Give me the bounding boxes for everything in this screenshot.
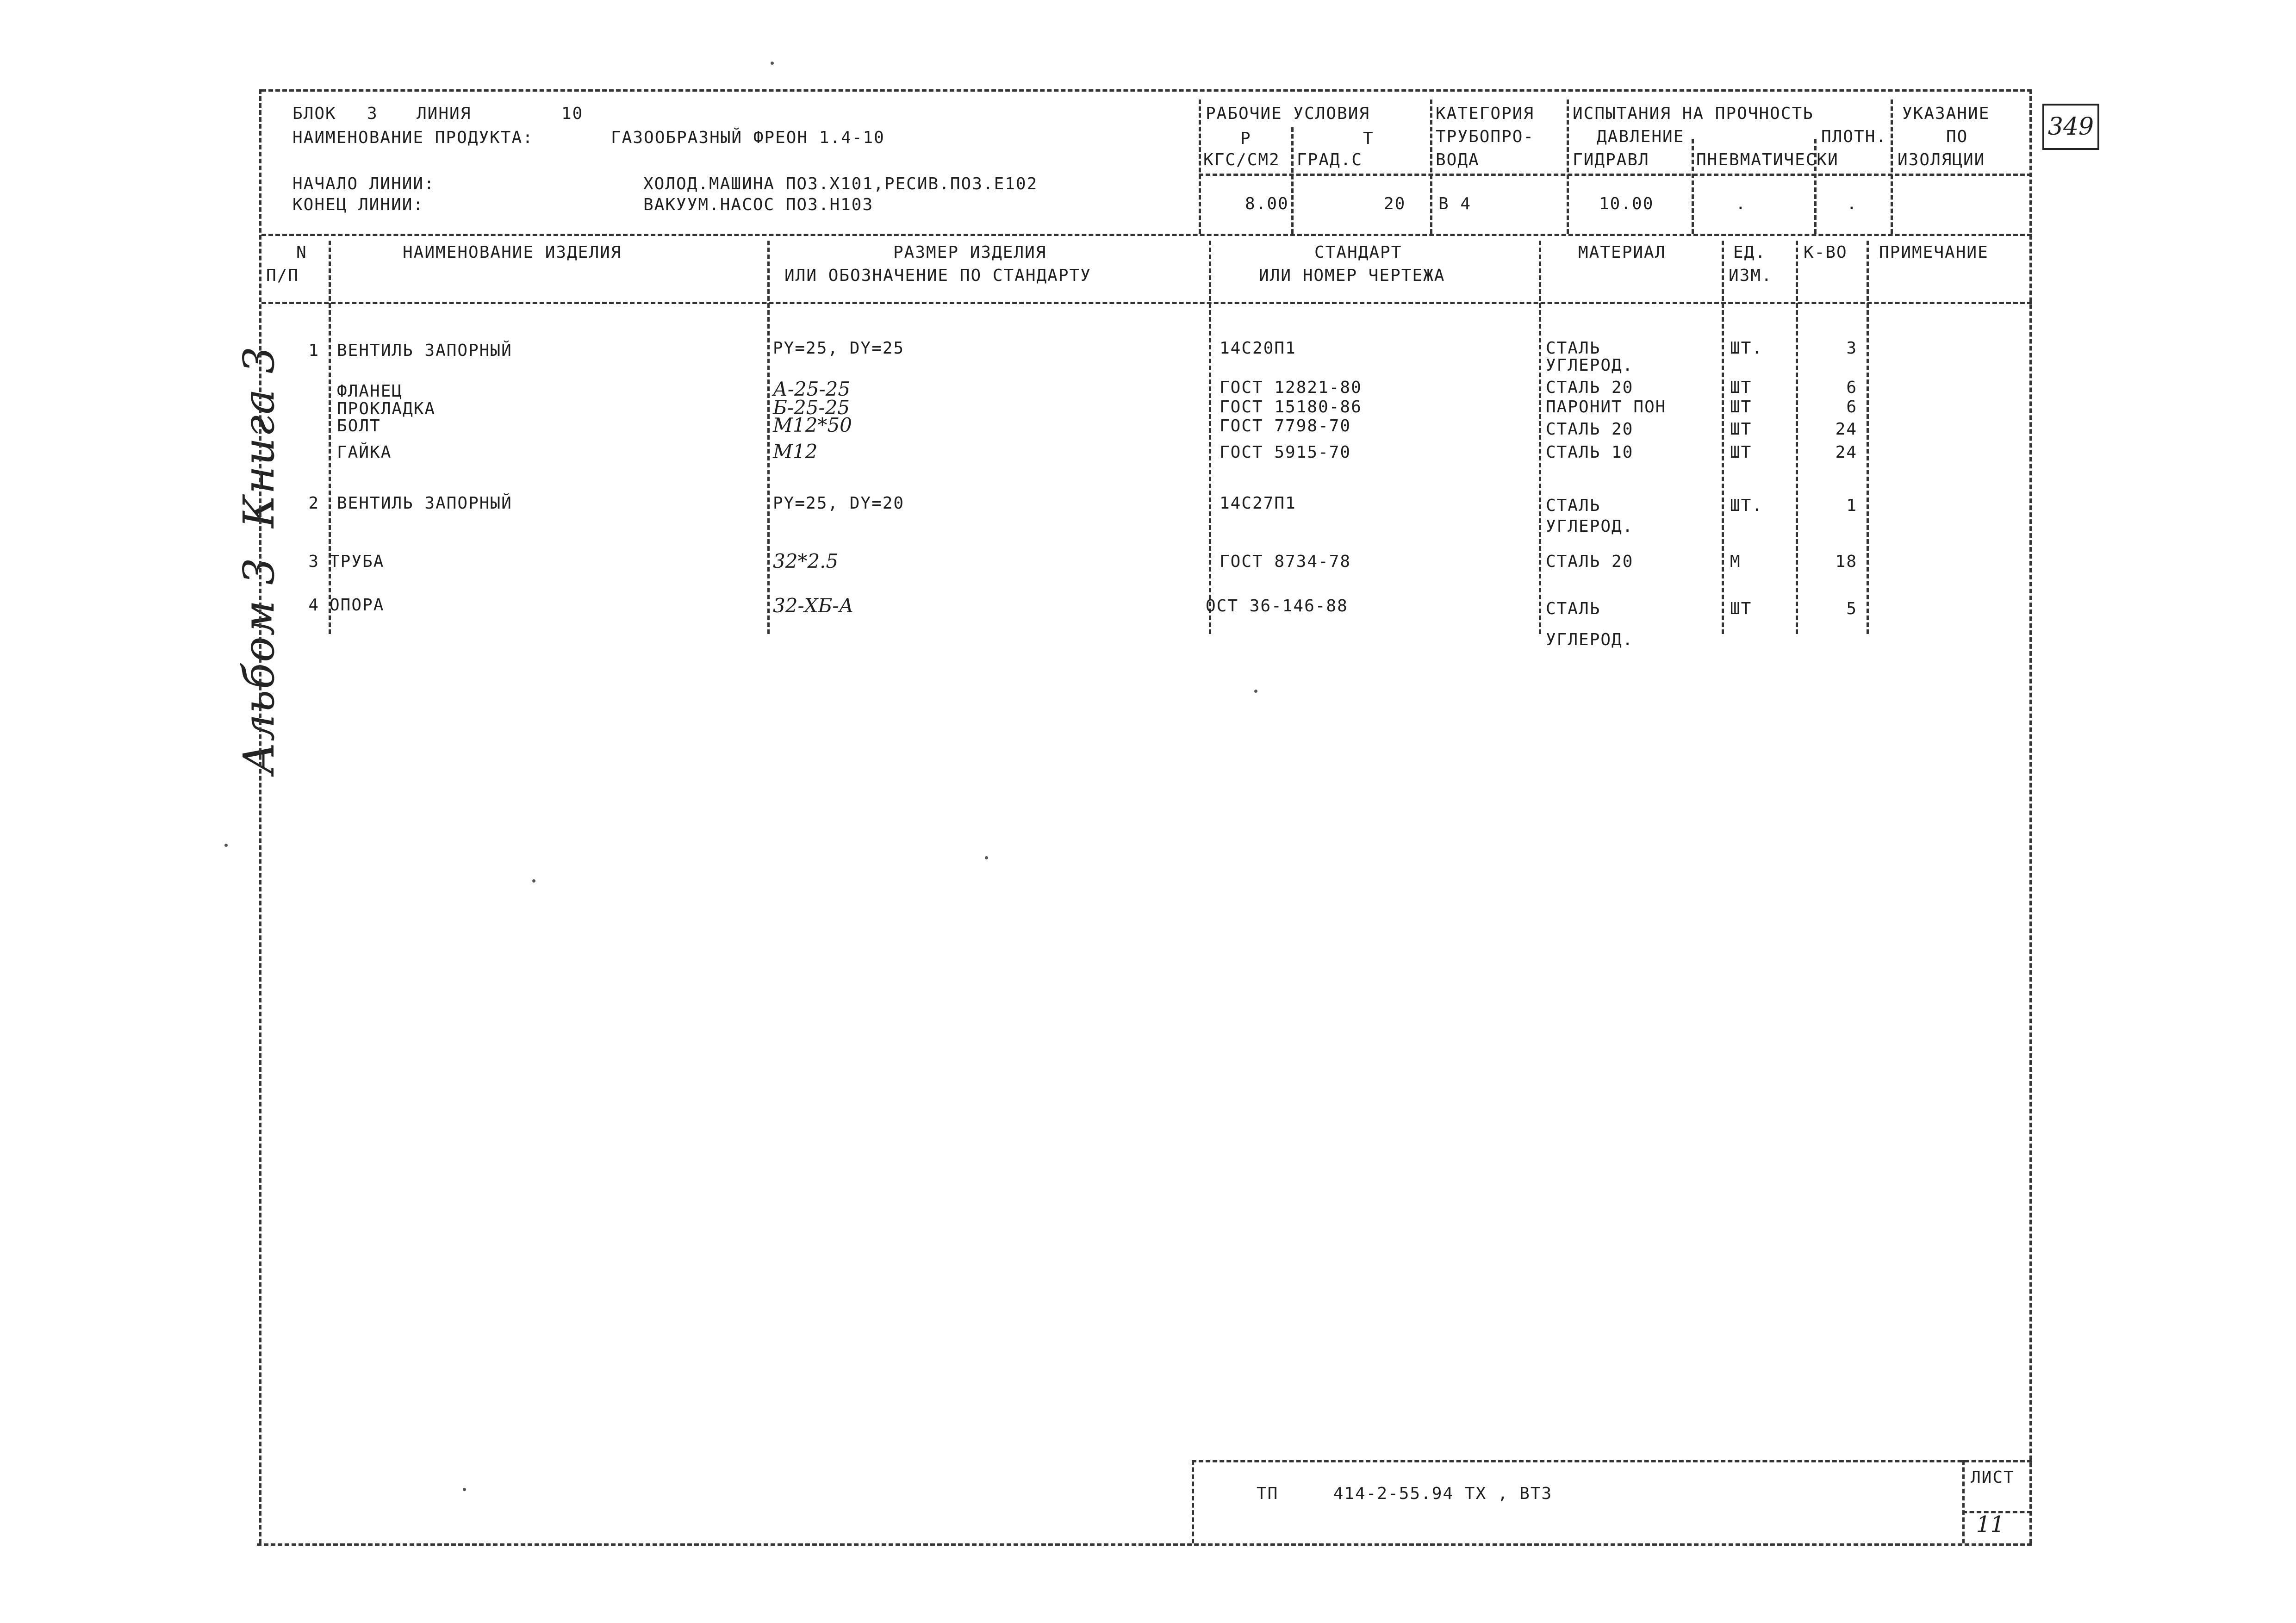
p-value: 8.00 bbox=[1245, 194, 1289, 213]
col-num-1: N bbox=[296, 243, 307, 262]
row-qty: 24 bbox=[1835, 443, 1857, 462]
col-qty: К-ВО bbox=[1804, 243, 1848, 262]
header-sep-hydraulic bbox=[1692, 139, 1694, 234]
col-num-2: П/П bbox=[266, 266, 299, 285]
scan-speck bbox=[532, 879, 535, 883]
col-size-2: ИЛИ ОБОЗНАЧЕНИЕ ПО СТАНДАРТУ bbox=[784, 266, 1091, 285]
category-title-3: ВОДА bbox=[1436, 150, 1480, 169]
start-label: НАЧАЛО ЛИНИИ: bbox=[292, 174, 435, 193]
start-value: ХОЛОД.МАШИНА ПОЗ.Х101,РЕСИВ.ПОЗ.Е102 bbox=[643, 174, 1038, 193]
col-std-1: СТАНДАРТ bbox=[1314, 243, 1402, 262]
row-unit: ШТ bbox=[1730, 378, 1752, 397]
row-qty: 1 bbox=[1846, 496, 1857, 515]
working-conditions-title: РАБОЧИЕ УСЛОВИЯ bbox=[1206, 104, 1370, 123]
col-note: ПРИМЕЧАНИЕ bbox=[1879, 243, 1989, 262]
col-std-2: ИЛИ НОМЕР ЧЕРТЕЖА bbox=[1259, 266, 1445, 285]
col-unit-2: ИЗМ. bbox=[1729, 266, 1773, 285]
pneumatic-value: . bbox=[1736, 194, 1747, 213]
row-size: PY=25, DY=20 bbox=[773, 494, 905, 513]
row-material: ПАРОНИТ ПОН bbox=[1546, 398, 1667, 417]
col-name: НАИМЕНОВАНИЕ ИЗДЕЛИЯ bbox=[403, 243, 622, 262]
hydraulic-label: ГИДРАВЛ bbox=[1573, 150, 1649, 169]
row-num: 3 bbox=[308, 552, 319, 571]
header-sep-insulation bbox=[1891, 99, 1893, 234]
row-material: СТАЛЬ 20 bbox=[1546, 420, 1634, 439]
row-num: 4 bbox=[308, 596, 319, 615]
row-size: 32-ХБ-А bbox=[773, 594, 854, 617]
col-sep-name bbox=[767, 241, 770, 634]
row-material-2: УГЛЕРОД. bbox=[1546, 517, 1634, 536]
header-sep-p bbox=[1291, 127, 1294, 234]
row-unit: ШТ bbox=[1730, 599, 1752, 618]
category-value: В 4 bbox=[1438, 194, 1472, 213]
row-material: СТАЛЬ bbox=[1546, 496, 1601, 515]
row-std: 14С20П1 bbox=[1220, 339, 1296, 358]
row-material: СТАЛЬ bbox=[1546, 599, 1601, 618]
row-std: ГОСТ 8734-78 bbox=[1220, 552, 1351, 571]
line-value: 10 bbox=[561, 104, 584, 123]
row-material: СТАЛЬ 10 bbox=[1546, 443, 1634, 462]
pneumatic-label: ПНЕВМАТИЧЕСКИ bbox=[1696, 150, 1839, 169]
row-unit: ШТ bbox=[1730, 398, 1752, 417]
col-sep-num bbox=[329, 241, 331, 634]
end-label: КОНЕЦ ЛИНИИ: bbox=[292, 195, 424, 214]
row-name: ГАЙКА bbox=[337, 443, 392, 462]
scan-speck bbox=[1254, 690, 1257, 693]
stamp-code: ТП 414-2-55.94 ТХ , ВТЗ bbox=[1257, 1484, 1553, 1503]
product-label: НАИМЕНОВАНИЕ ПРОДУКТА: bbox=[292, 128, 534, 147]
row-std: 14С27П1 bbox=[1220, 494, 1296, 513]
header-sep-conditions bbox=[1199, 99, 1201, 234]
row-unit: ШТ. bbox=[1730, 496, 1763, 515]
line-label: ЛИНИЯ bbox=[417, 104, 472, 123]
col-sep-unit bbox=[1796, 241, 1798, 634]
row-std: ГОСТ 5915-70 bbox=[1220, 443, 1351, 462]
row-num: 1 bbox=[308, 341, 319, 360]
col-sep-qty bbox=[1867, 241, 1869, 634]
row-qty: 6 bbox=[1846, 398, 1857, 417]
columns-bottom-line bbox=[261, 302, 2032, 304]
block-label: БЛОК bbox=[292, 104, 336, 123]
scan-speck bbox=[224, 844, 228, 847]
col-sep-std bbox=[1539, 241, 1541, 634]
row-qty: 5 bbox=[1846, 599, 1857, 618]
scan-speck bbox=[985, 856, 988, 859]
row-name: ПРОКЛАДКА bbox=[337, 399, 436, 418]
row-material-2: УГЛЕРОД. bbox=[1546, 630, 1634, 649]
scan-speck bbox=[771, 62, 774, 65]
density-label: ПЛОТН. bbox=[1821, 127, 1887, 146]
density-value: . bbox=[1847, 194, 1858, 213]
product-value: ГАЗООБРАЗНЫЙ ФРЕОН 1.4-10 bbox=[611, 128, 885, 147]
row-std: ГОСТ 15180-86 bbox=[1220, 398, 1362, 417]
row-name: ВЕНТИЛЬ ЗАПОРНЫЙ bbox=[337, 341, 512, 360]
t-unit: ГРАД.С bbox=[1297, 150, 1363, 169]
row-qty: 6 bbox=[1846, 378, 1857, 397]
row-name: ТРУБА bbox=[330, 552, 385, 571]
col-material: МАТЕРИАЛ bbox=[1578, 243, 1666, 262]
stamp-sheet-left-line bbox=[1962, 1460, 1965, 1543]
row-size: 32*2.5 bbox=[773, 550, 839, 572]
row-size: М12*50 bbox=[773, 414, 852, 436]
row-name: ФЛАНЕЦ bbox=[337, 382, 403, 401]
col-sep-material bbox=[1722, 241, 1724, 634]
col-sep-size bbox=[1209, 241, 1211, 634]
stamp-top-line bbox=[1192, 1460, 2032, 1462]
row-std: ОСТ 36-146-88 bbox=[1206, 597, 1348, 616]
header-divider-line bbox=[1199, 174, 2032, 176]
row-num: 2 bbox=[308, 494, 319, 513]
row-size: PY=25, DY=25 bbox=[773, 339, 905, 358]
row-std: ГОСТ 7798-70 bbox=[1220, 417, 1351, 435]
row-unit: ШТ. bbox=[1730, 339, 1763, 358]
row-unit: ШТ bbox=[1730, 443, 1752, 462]
insulation-title-2: ПО bbox=[1946, 127, 1968, 146]
row-name: ОПОРА bbox=[330, 596, 385, 615]
row-qty: 3 bbox=[1846, 339, 1857, 358]
row-unit: ШТ bbox=[1730, 420, 1752, 439]
frame-left-line bbox=[259, 89, 261, 1543]
block-value: 3 bbox=[367, 104, 378, 123]
row-unit: М bbox=[1730, 552, 1741, 571]
row-size: А-25-25 bbox=[773, 378, 851, 400]
row-material: СТАЛЬ bbox=[1546, 339, 1601, 358]
col-size-1: РАЗМЕР ИЗДЕЛИЯ bbox=[893, 243, 1047, 262]
sheet-number: 349 bbox=[2047, 113, 2094, 141]
scan-speck bbox=[463, 1488, 466, 1491]
frame-right-line bbox=[2029, 89, 2032, 1543]
row-material-2: УГЛЕРОД. bbox=[1546, 356, 1634, 375]
row-name: ВЕНТИЛЬ ЗАПОРНЫЙ bbox=[337, 494, 512, 513]
row-qty: 18 bbox=[1835, 552, 1857, 571]
header-sep-category bbox=[1430, 99, 1432, 234]
row-material: СТАЛЬ 20 bbox=[1546, 378, 1634, 397]
t-label: Т bbox=[1363, 129, 1374, 148]
insulation-title-3: ИЗОЛЯЦИИ bbox=[1898, 150, 1985, 169]
end-value: ВАКУУМ.НАСОС ПОЗ.Н103 bbox=[643, 195, 874, 214]
row-std: ГОСТ 12821-80 bbox=[1220, 378, 1362, 397]
stamp-sheet-label: ЛИСТ bbox=[1971, 1468, 2015, 1487]
col-unit-1: ЕД. bbox=[1733, 243, 1767, 262]
hydraulic-value: 10.00 bbox=[1599, 194, 1654, 213]
frame-bottom-line bbox=[257, 1543, 2032, 1546]
category-title-1: КАТЕГОРИЯ bbox=[1436, 104, 1535, 123]
header-bottom-line bbox=[261, 234, 2032, 236]
category-title-2: ТРУБОПРО- bbox=[1436, 127, 1535, 146]
t-value: 20 bbox=[1384, 194, 1406, 213]
row-size: М12 bbox=[773, 440, 818, 463]
p-label: Р bbox=[1240, 129, 1251, 148]
test-title: ИСПЫТАНИЯ НА ПРОЧНОСТЬ bbox=[1573, 104, 1814, 123]
stamp-left-line bbox=[1192, 1460, 1194, 1543]
sheet-number-box bbox=[2042, 104, 2099, 150]
stamp-sheet-value: 11 bbox=[1976, 1511, 2005, 1537]
header-sep-tests bbox=[1567, 99, 1569, 234]
p-unit: КГС/СМ2 bbox=[1203, 150, 1280, 169]
row-qty: 24 bbox=[1835, 420, 1857, 439]
row-material: СТАЛЬ 20 bbox=[1546, 552, 1634, 571]
side-note: Альбом 3 Книга 3 bbox=[234, 345, 284, 775]
pressure-label: ДАВЛЕНИЕ bbox=[1597, 127, 1685, 146]
row-name: БОЛТ bbox=[337, 417, 381, 435]
row-size: Б-25-25 bbox=[773, 396, 850, 419]
insulation-title-1: УКАЗАНИЕ bbox=[1902, 104, 1990, 123]
frame-top-line bbox=[261, 89, 2032, 92]
